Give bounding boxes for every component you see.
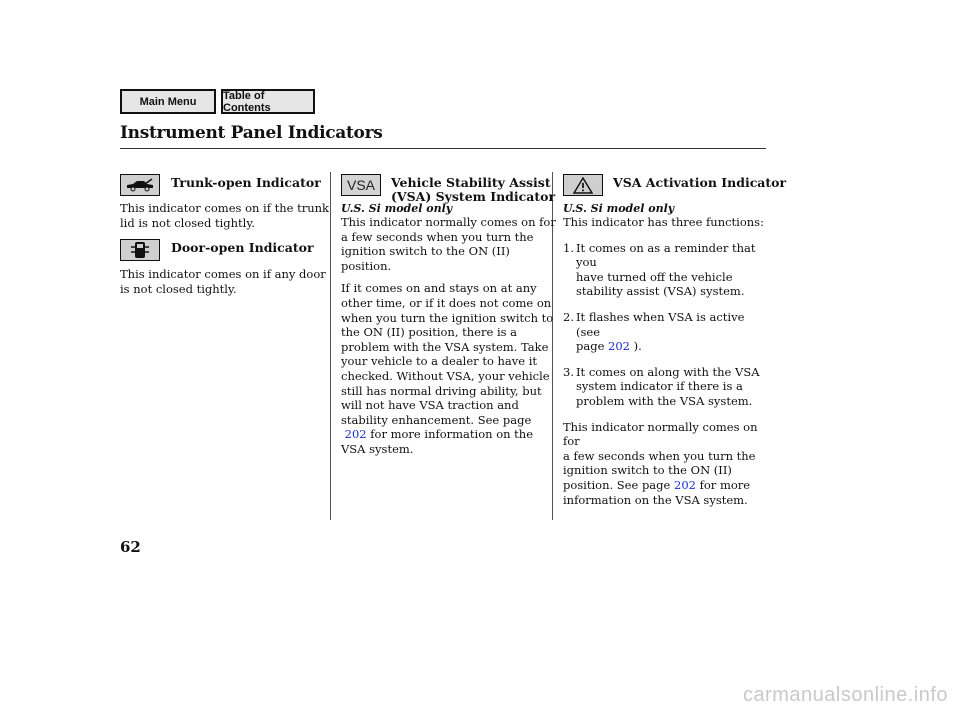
door-open-icon (120, 239, 160, 261)
vsa-activation-model-note: U.S. Si model only (563, 202, 675, 215)
vsa-system-heading: Vehicle Stability Assist (VSA) System Indicator (391, 175, 556, 204)
list-item: 3. It comes on along with the VSA system indicator if there is a problem with the VSA system. (563, 364, 760, 408)
trunk-open-heading: Trunk-open Indicator (171, 175, 321, 190)
table-of-contents-button[interactable]: Table of Contents (221, 89, 315, 114)
watermark: carmanualsonline.info (742, 684, 948, 706)
trunk-open-text: This indicator comes on if the trunk lid is not closed tightly. (120, 201, 330, 230)
vsa-activation-text: This indicator has three functions: 1. It comes on as a reminder that you have turned off the vehicle stability assist (VSA) system. 2. It flashes when VSA is active (see page 202 ). 3. It comes on along with the VSA system indicator if there is a problem with the VSA system. This indicator normally comes on for a few seconds when you turn the ignition switch to the ON (II) position. See page 202 for more information on the VSA system. (563, 215, 768, 507)
main-menu-button[interactable]: Main Menu (120, 89, 216, 114)
vsa-activation-heading: VSA Activation Indicator (613, 175, 787, 190)
list-item: 2. It flashes when VSA is active (see page 202 ). (563, 309, 745, 354)
vsa-model-note: U.S. Si model only (341, 202, 453, 215)
title-rule (120, 148, 766, 149)
page-link[interactable]: 202 (344, 427, 367, 442)
column-divider (330, 172, 331, 520)
trunk-open-icon (120, 174, 160, 196)
page-link[interactable]: 202 (674, 477, 696, 492)
list-item: 1. It comes on as a reminder that you have turned off the vehicle stability assist (VSA) system. (563, 240, 756, 299)
page-number: 62 (120, 538, 141, 556)
page-link[interactable]: 202 (608, 339, 630, 354)
vsa-icon: VSA (341, 174, 381, 196)
page-title: Instrument Panel Indicators (120, 123, 383, 143)
door-open-heading: Door-open Indicator (171, 240, 314, 255)
door-open-text: This indicator comes on if any door is not closed tightly. (120, 267, 326, 296)
vsa-system-text: This indicator normally comes on for a few seconds when you turn the ignition switch to the ON (II) position. If it comes on and stays on at any other time, or if it does not come on when you turn the ignition switch to the ON (II) position, there is a problem with the VSA system. Take your vehicle to a dealer to have it checked. Without VSA, your vehicle still has normal driving ability, but will not have VSA traction and stability enhancement. See page 202 for more information on the VSA system. (341, 215, 556, 456)
warning-triangle-icon (563, 174, 603, 196)
